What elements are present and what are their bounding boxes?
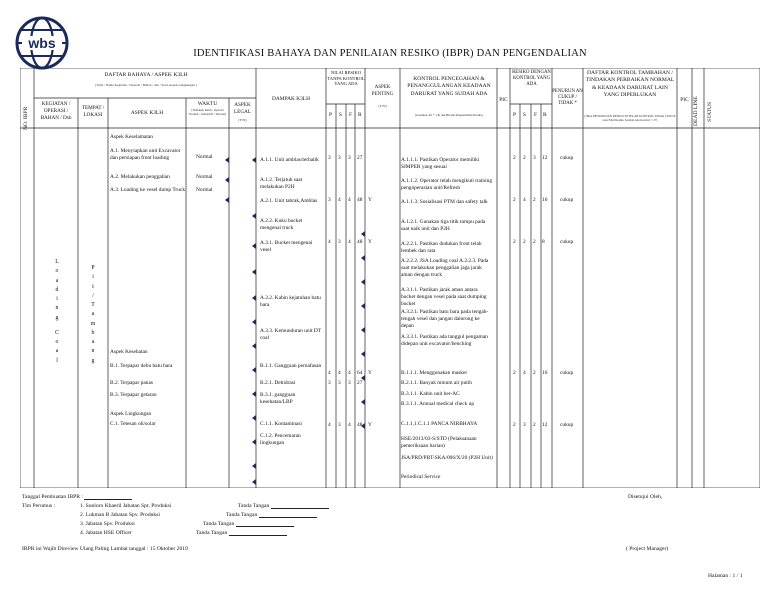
kontrol-7: A.3.1.1. Pastikan jarak aman antara bucket dengan vesel pada saat dumping bucket [401, 287, 487, 308]
col-aspek-legal: ASPEK LEGAL [234, 102, 251, 115]
aspek-b3: B.3. Terpapar getaran [110, 392, 157, 398]
aspek-keselamatan-head: Aspek Keselamatan [110, 134, 153, 140]
page-number: Halaman : 1 / 1 [708, 573, 743, 579]
logo-text: wbs [28, 35, 56, 51]
col-daftar-note: (Tulis : Nama Kegiatan / Operasi / Bahan / dsb / Serta Aspek Lingkungan ) [95, 83, 197, 87]
company-logo [14, 15, 70, 71]
dampak-8: B.1.1. Gangguan pernafasan [260, 363, 322, 369]
sub-p: P [329, 112, 332, 118]
kontrol-4: A.1.2.1. Gunakan tiga titik tumpu pada saat naik unit dan P2H [401, 219, 486, 233]
kontrol-13: B.3.1.1. Annual medical check up [401, 401, 475, 407]
project-manager: ( Project Manager) [626, 546, 669, 552]
col-no-ibpr: NO. IBPR [23, 106, 29, 130]
sub-f: F [349, 112, 352, 118]
tanggal-pembuatan: Tanggal Pembuatan IBPR : [22, 494, 132, 500]
dampak-11: C.1.1. Kontaminasi [260, 421, 302, 427]
disetujui-oleh: Disetujui Oleh, [628, 494, 663, 500]
aspek-c1: C.1. Tetesan oli/solar [110, 421, 156, 427]
aspek-b2: B.2. Terpapar panas [110, 380, 153, 386]
kontrol-14: C.1.1,1.C.1.1 PANCA NIRBHAYA [401, 421, 478, 427]
col-penurunan: PENURUN AN CUKUP / TIDAK * [552, 89, 583, 107]
tanda-tangan-2: Tanda Tangan [226, 512, 317, 518]
col-tambahan-note: (JIKA PENURUNAN RESIKO SETELAH KONTROL TIDAK CUKUP atau Nilai Resiko Setelah Ada Kontrol > 27) [584, 114, 676, 122]
kontrol-11: B.2.1.1. Banyak minum air putih [401, 380, 472, 386]
dampak-12: C.1.2. Pencemaran lingkungan [260, 433, 301, 447]
col-tambahan: DAFTAR KONTROL TAMBAHAN / TINDAKAN PERBAIKAN NORMAL & KEADAAN DARURAT LAIN YANG DIPERLUKAN [585, 70, 675, 98]
waktu-3: Normal [196, 187, 213, 193]
tanda-tangan-3: Tanda Tangan [203, 521, 294, 527]
col-resiko-dengan: RESIKO DENGAN KONTROL YANG ADA [512, 70, 551, 87]
col-pic2: PIC [680, 97, 689, 103]
kontrol-8: A.3.2.1. Pastikan batu bara pada tengah-tengah vesel dan jangan dalorong ke depan [401, 309, 489, 330]
dampak-6: A.3.2. Kabin kejatuhan batu bara [260, 295, 321, 309]
aspek-kesehatan-head: Aspek Kesehatan [110, 349, 148, 355]
dampak-7: A.3.3. Kemunduran unit DT coal [260, 328, 321, 342]
kontrol-2: A.1.1.2. Operator telah mengikuti training pengoperasian unit/Refresh [401, 178, 493, 192]
col-status: STATUS [707, 101, 713, 122]
col-waktu: WAKTU [197, 101, 218, 107]
aspek-a3: A.3. Loading ke vesel dump Truck [110, 187, 186, 193]
col-aspek-k3lh: ASPEK K3LH [130, 110, 164, 116]
tim-member-4: 4. Jabatan HSE Officer [80, 530, 132, 536]
aspek-b1: B.1. Terpapar debu batu bara [110, 363, 173, 369]
aspek-lingkungan-head: Aspek Lingkungan [110, 411, 152, 417]
kontrol-9: A.3.3.1. Pastikan ada tanggul pengaman didepan unit excavator/benching [401, 334, 488, 348]
dampak-4: A.2.2. Kuku bucket mengenai truck [260, 218, 303, 232]
kontrol-3: A.1.1.3. Sosialisasi PTM dan safety talk [401, 199, 488, 205]
kontrol-16: JSA/PRD/PBT-SKA/006/X/20 (P2H Unit) [401, 455, 493, 461]
dampak-5: A.3.1. Bucket mengenai vesel [260, 240, 313, 254]
tanda-tangan-1: Tanda Tangan [238, 503, 329, 509]
kontrol-12: B.3.1.1. Kabin unit ber-AC [401, 391, 460, 397]
col-pic: PIC [499, 97, 508, 103]
sub-p-2: P [513, 112, 516, 118]
sub-s-2: S [523, 112, 526, 118]
tim-member-1: 1. Sunloro Khaeril Jabatan Spt. Produksi [80, 503, 172, 509]
col-dampak: DAMPAK K3LH [272, 96, 310, 102]
tanda-tangan-4: Tanda Tangan [196, 530, 287, 536]
dampak-10: B.3.1. gangguan kesehatan/LBP [260, 392, 296, 406]
aspek-a1: A.1. Menyiapkan unit Excavator dan persiapan front loading [110, 148, 181, 162]
kegiatan-letters: L o a d i n g C o a l [55, 259, 59, 364]
col-tempat: TEMPAT / LOKASI [81, 105, 105, 118]
kontrol-1: A.1.1.1. Pastikan Operator memiliki SIMPER yang sesuai [401, 157, 480, 171]
col-nilai-resiko: NILAI RESIKO TANPA KONTROL YANG ADA [327, 70, 365, 87]
kontrol-5: A.2.2.1. Pastikan dudukan front telah lembek dan rata [401, 241, 482, 255]
kontrol-15: HSE/2013/03-S/STD (Pelaksanaan pemeriksaan harian) [401, 436, 477, 450]
tim-member-2: 2. Lukman B Jabatan Spv. Produksi [80, 512, 160, 518]
review-note: IBPR ini Wajib Direview Ulang Paling Lambat tanggal : 15 Oktober 2019 [22, 546, 188, 552]
kontrol-17: Periodical Service [401, 474, 441, 480]
sub-f-2: F [534, 112, 537, 118]
tim-perumus: Tim Perumus : [22, 503, 56, 509]
sub-r-2: R [543, 112, 547, 118]
col-daftar-bahaya: DAFTAR BAHAYA / ASPEK K3LH [104, 72, 188, 78]
col-kegiatan: KEGIATAN / OPERASI / BAHAN / Dsb [40, 101, 72, 121]
col-kontrol-note: (Gunakan d/d + 1 & dan Hirarki Pengendalian Resiko) [415, 113, 483, 117]
tempat-letters: P i t / T a m b a n g [90, 265, 96, 364]
col-aspek-legal-note: (Y/N) [238, 118, 247, 122]
aspek-a2: A.2. Melakukan penggalian [110, 174, 170, 180]
col-deadline: DEAD LINE [693, 96, 699, 126]
dampak-3: A.2.1. Unit tabrak,Amblas [260, 198, 318, 204]
tim-member-3: 3. Jabatan Spv. Produksi [80, 521, 135, 527]
waktu-1: Normal [196, 154, 213, 160]
col-waktu-note: (Tindakan Rutin / Operasi Normal / Abnormal / Darurat) [188, 108, 227, 116]
dampak-9: B.2.1. Dehidrasi [260, 380, 296, 386]
col-kontrol: KONTROL PENCEGAHAN & PENANGGULANGAN KEADAAN DARURAT YANG SUDAH ADA [407, 76, 491, 97]
sub-r: R [358, 112, 362, 118]
sub-s: S [339, 112, 342, 118]
kontrol-10: B.1.1.1. Menggunakan masker [401, 370, 468, 376]
page-title: IDENTIFIKASI BAHAYA DAN PENILAIAN RESIKO (IBPR) DAN PENGENDALIAN [193, 48, 587, 59]
waktu-2: Normal [196, 174, 213, 180]
col-aspek-penting-note: (Y/N) [378, 104, 387, 108]
col-aspek-penting: ASPEK PENTING [371, 85, 394, 97]
dampak-2: A.1.2. Terjatuh saat melakukan P2H [260, 177, 303, 191]
kontrol-6: A.2.2.2. JSA Loading coal A.2.2.3. Pada saat melakukan penggalian jaga jarak aman dengan truck [401, 258, 489, 279]
dampak-1: A.1.1. Unit amblas/terbalik [260, 157, 319, 163]
